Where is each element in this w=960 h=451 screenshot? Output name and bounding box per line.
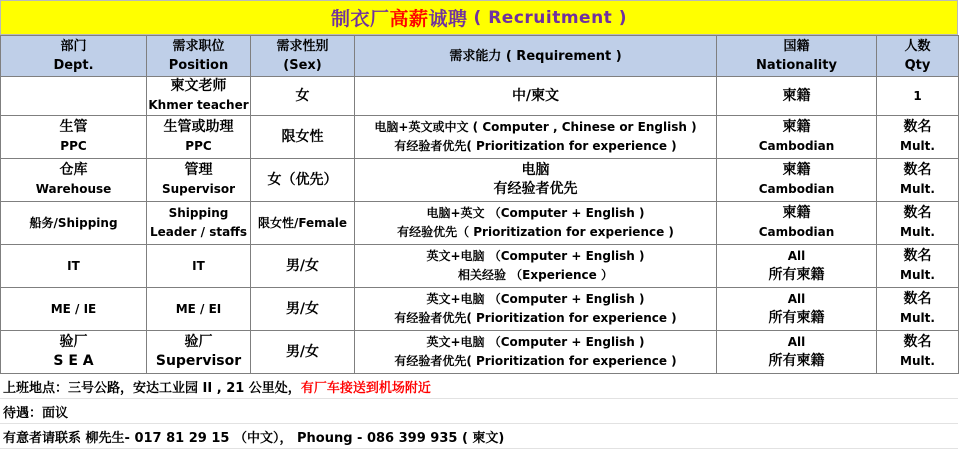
cell-sex: 男/女 — [251, 288, 355, 331]
cell-requirement: 中/柬文 — [355, 77, 717, 116]
cell-dept: ME / IE — [1, 288, 147, 331]
cell-position: 验厂 Supervisor — [147, 331, 251, 374]
cell-nationality: All 所有柬籍 — [717, 331, 877, 374]
cell-position: IT — [147, 245, 251, 288]
cell-requirement: 电脑+英文 （Computer + English ) 有经验优先（ Prioritization for experience ) — [355, 202, 717, 245]
salary-text: 待遇：面议 — [3, 406, 69, 421]
recruitment-title — [0, 0, 958, 35]
cell-dept: 验厂 S E A — [1, 331, 147, 374]
cell-nationality: 柬籍 Cambodian — [717, 159, 877, 202]
cell-position: 管理 Supervisor — [147, 159, 251, 202]
cell-position: Shipping Leader / staffs — [147, 202, 251, 245]
cell-sex: 男/女 — [251, 245, 355, 288]
cell-qty: 数名 Mult. — [877, 202, 959, 245]
cell-qty: 数名 Mult. — [877, 331, 959, 374]
cell-requirement: 电脑+英文或中文 ( Computer , Chinese or English ) 有经验者优先( Prioritization for experience ) — [355, 116, 717, 159]
contact-text: 有意者请联系 柳先生- 017 81 29 15 （中文）， Phoung - 086 399 935 ( 柬文) — [3, 431, 505, 446]
cell-nationality: 柬籍 — [717, 77, 877, 116]
table-header-row — [1, 36, 959, 77]
cell-sex: 限女性/Female — [251, 202, 355, 245]
cell-nationality: 柬籍 Cambodian — [717, 202, 877, 245]
cell-requirement: 电脑 有经验者优先 — [355, 159, 717, 202]
work-location-text: 上班地点：三号公路，安达工业园 II , 21 公里处， — [3, 381, 301, 396]
cell-requirement: 英文+电脑 （Computer + English ) 相关经验 （Experience ） — [355, 245, 717, 288]
table-row — [1, 245, 959, 288]
cell-qty: 数名 Mult. — [877, 159, 959, 202]
cell-dept — [1, 77, 147, 116]
cell-position: ME / EI — [147, 288, 251, 331]
cell-requirement: 英文+电脑 （Computer + English ) 有经验者优先( Prioritization for experience ) — [355, 331, 717, 374]
header-dept: 部门 Dept. — [1, 36, 147, 77]
work-location-line — [0, 375, 958, 399]
cell-dept: 仓库 Warehouse — [1, 159, 147, 202]
cell-sex: 女 — [251, 77, 355, 116]
cell-qty: 数名 Mult. — [877, 245, 959, 288]
table-row — [1, 288, 959, 331]
cell-dept: 生管 PPC — [1, 116, 147, 159]
table-row — [1, 159, 959, 202]
cell-sex: 限女性 — [251, 116, 355, 159]
recruitment-table — [0, 35, 959, 374]
title-part-english: ( Recruitment ) — [473, 7, 628, 28]
cell-sex: 女（优先） — [251, 159, 355, 202]
cell-requirement: 英文+电脑 （Computer + English ) 有经验者优先( Prioritization for experience ) — [355, 288, 717, 331]
cell-qty: 数名 Mult. — [877, 116, 959, 159]
cell-dept: IT — [1, 245, 147, 288]
contact-line — [0, 425, 958, 449]
header-nationality: 国籍 Nationality — [717, 36, 877, 77]
cell-nationality: All 所有柬籍 — [717, 288, 877, 331]
cell-nationality: All 所有柬籍 — [717, 245, 877, 288]
shuttle-bus-note: 有厂车接送到机场附近 — [300, 381, 431, 396]
header-qty: 人数 Qty — [877, 36, 959, 77]
salary-line — [0, 400, 958, 424]
cell-position: 柬文老师 Khmer teacher — [147, 77, 251, 116]
title-part-hiring: 诚聘 — [428, 8, 468, 30]
cell-position: 生管或助理 PPC — [147, 116, 251, 159]
header-sex: 需求性别 (Sex) — [251, 36, 355, 77]
cell-sex: 男/女 — [251, 331, 355, 374]
table-row — [1, 202, 959, 245]
table-row — [1, 116, 959, 159]
title-part-high-salary: 高薪 — [389, 8, 429, 30]
table-row — [1, 331, 959, 374]
header-position: 需求职位 Position — [147, 36, 251, 77]
cell-qty: 1 — [877, 77, 959, 116]
title-part-factory: 制衣厂 — [330, 8, 390, 30]
cell-nationality: 柬籍 Cambodian — [717, 116, 877, 159]
table-row — [1, 77, 959, 116]
cell-dept: 船务/Shipping — [1, 202, 147, 245]
header-requirement: 需求能力 ( Requirement ) — [355, 36, 717, 77]
cell-qty: 数名 Mult. — [877, 288, 959, 331]
